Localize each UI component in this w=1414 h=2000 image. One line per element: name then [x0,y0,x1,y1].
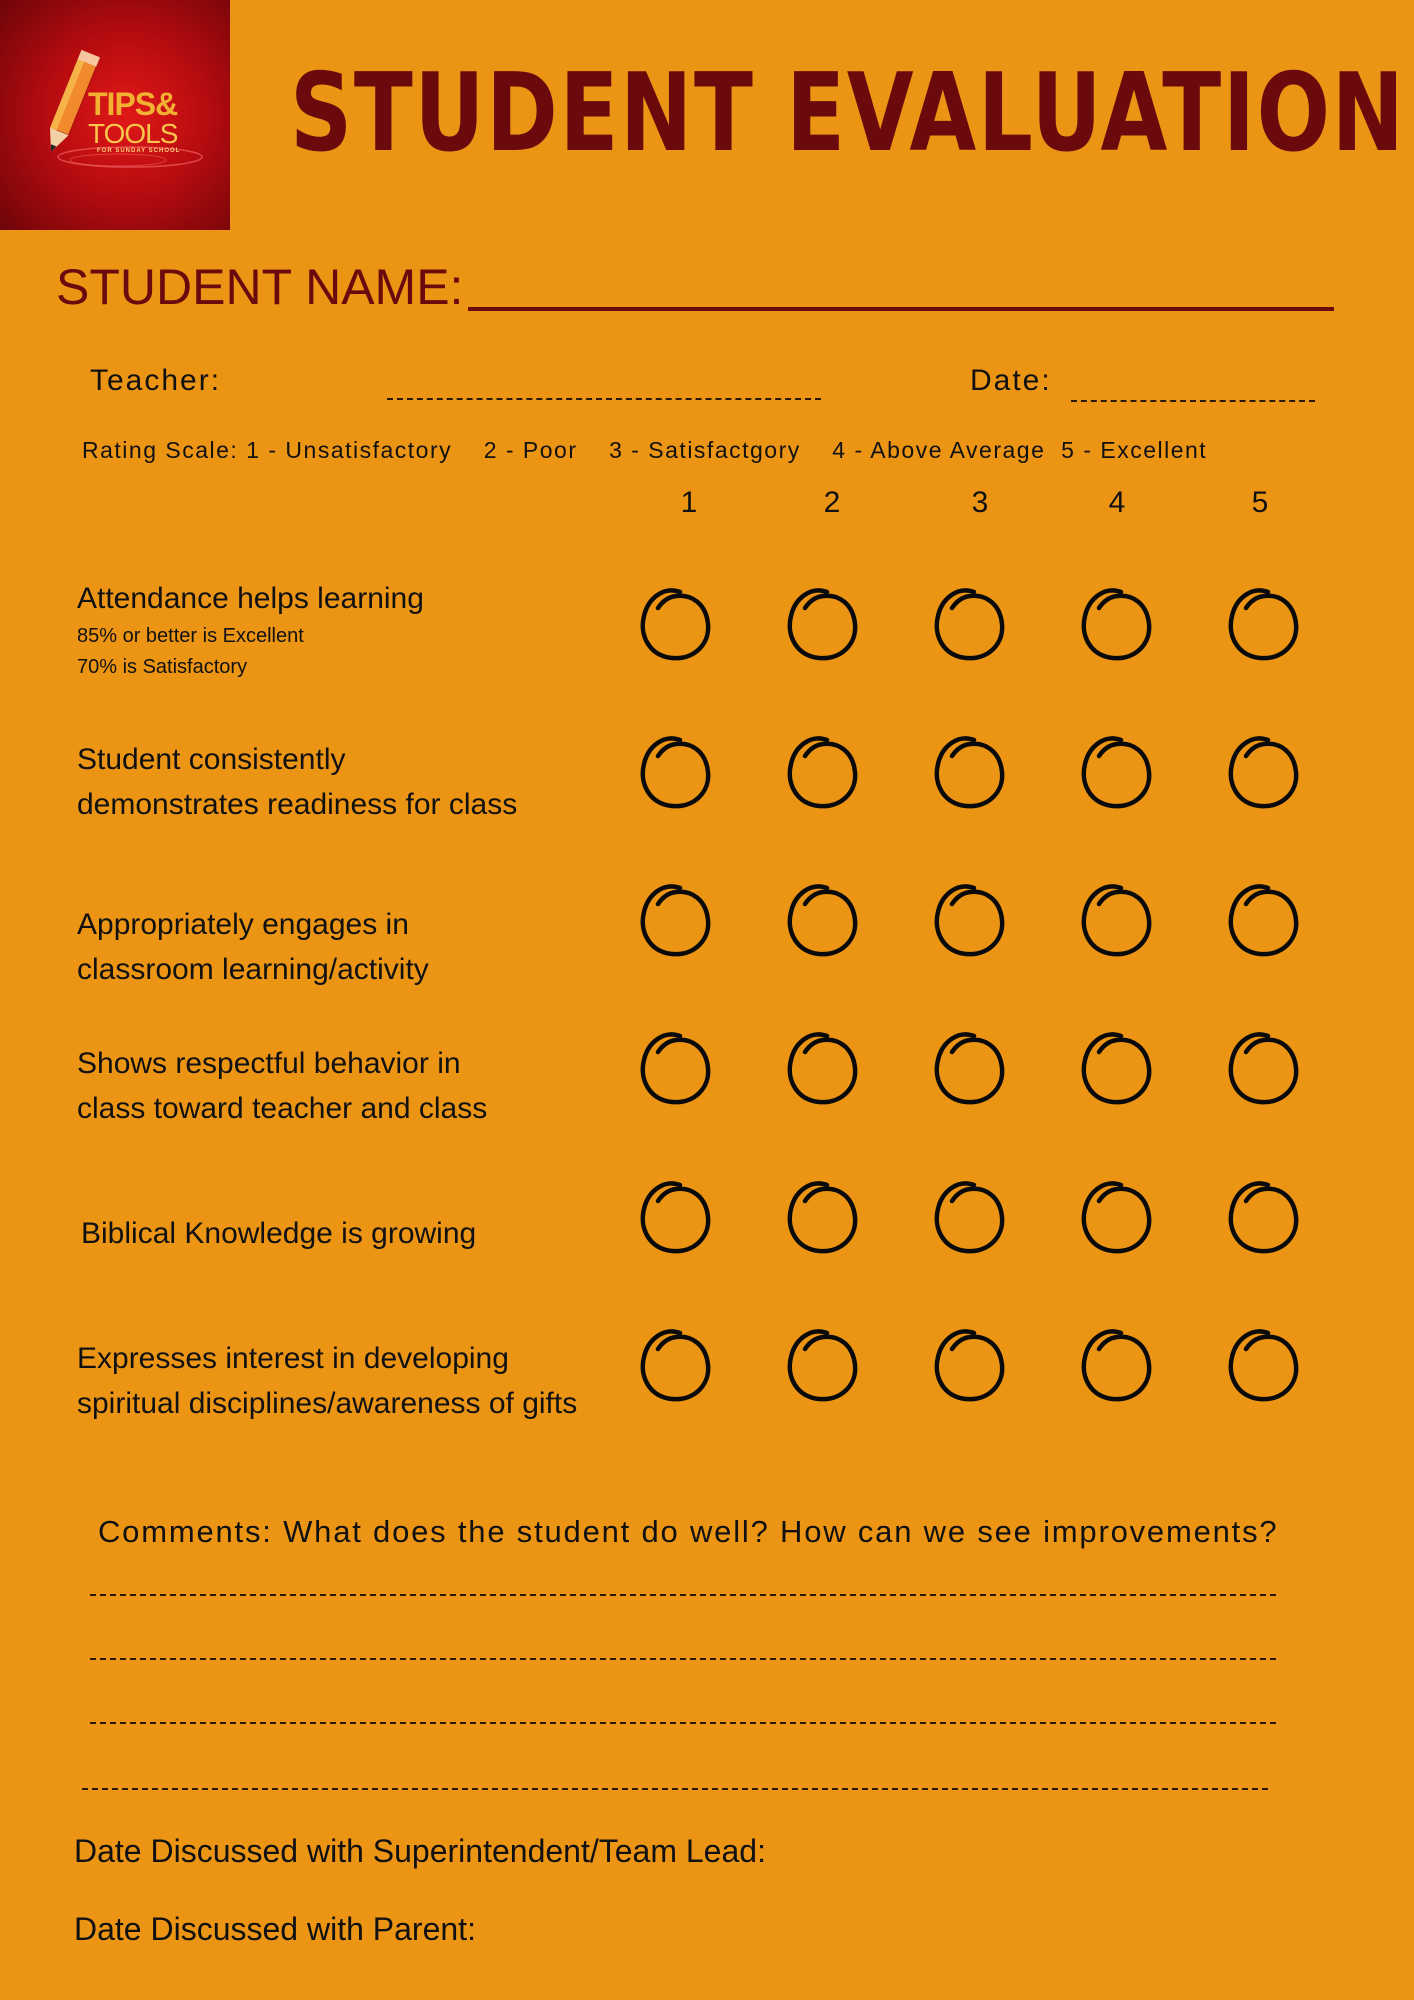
criterion-note: 85% or better is Excellent [77,625,304,647]
rating-circle-option[interactable] [930,730,1010,814]
rating-circle-option[interactable] [1224,1175,1304,1259]
comment-line[interactable] [90,1594,1276,1596]
rating-circle-option[interactable] [1224,1026,1304,1110]
rating-circle-option[interactable] [1077,582,1157,666]
criterion-label: Shows respectful behavior in [77,1047,461,1080]
page-title: STUDENT EVALUATION [290,51,1406,176]
comments-label: Comments: What does the student do well? How can we see improvements? [98,1514,1279,1549]
rating-circle-option[interactable] [636,878,716,962]
rating-circle-option[interactable] [783,878,863,962]
criterion-label: Attendance helps learning [77,582,424,615]
rating-circle-option[interactable] [1224,1323,1304,1407]
date-label: Date: [970,364,1052,397]
teacher-field[interactable] [387,398,821,400]
criterion-label: class toward teacher and class [77,1092,488,1125]
rating-circle-option[interactable] [783,1323,863,1407]
rating-circle-option[interactable] [636,730,716,814]
superintendent-date-label: Date Discussed with Superintendent/Team Lead: [74,1833,766,1869]
rating-circle-option[interactable] [1077,878,1157,962]
criterion-biblical-knowledge [81,1211,476,1256]
column-header-3: 3 [971,486,989,519]
comment-line[interactable] [90,1658,1276,1660]
rating-circle-option[interactable] [930,1323,1010,1407]
rating-circle-option[interactable] [1077,730,1157,814]
rating-circle-option[interactable] [1224,730,1304,814]
rating-circle-option[interactable] [783,582,863,666]
date-field[interactable] [1071,400,1315,402]
logo-text-line1: TIPS& [88,86,178,122]
criterion-readiness [77,737,517,827]
criterion-label: Expresses interest in developing [77,1342,509,1375]
column-header-2: 2 [823,486,841,519]
rating-circle-option[interactable] [930,1026,1010,1110]
criterion-label: Appropriately engages in [77,908,409,941]
rating-circle-option[interactable] [636,1026,716,1110]
parent-date-label: Date Discussed with Parent: [74,1911,476,1947]
criterion-behavior [77,1041,487,1131]
tips-and-tools-logo [0,0,230,230]
comment-line[interactable] [82,1788,1268,1790]
criterion-engagement [77,902,429,992]
rating-circle-option[interactable] [1077,1175,1157,1259]
student-name-label: STUDENT NAME: [56,259,464,315]
rating-circle-option[interactable] [1224,878,1304,962]
criterion-label: spiritual disciplines/awareness of gifts [77,1387,578,1420]
rating-circle-option[interactable] [636,1323,716,1407]
criterion-label: classroom learning/activity [77,953,429,986]
rating-circle-option[interactable] [930,878,1010,962]
rating-circle-option[interactable] [1077,1323,1157,1407]
column-header-4: 4 [1108,486,1126,519]
rating-circle-option[interactable] [636,1175,716,1259]
criterion-label: demonstrates readiness for class [77,788,518,821]
rating-circle-option[interactable] [783,1175,863,1259]
criterion-note: 70% is Satisfactory [77,656,248,678]
logo-text-line2: TOOLS [88,118,178,149]
rating-circle-option[interactable] [1224,582,1304,666]
rating-scale-legend: Rating Scale: 1 - Unsatisfactory 2 - Poor 3 - Satisfactgory 4 - Above Average 5 - Excellent [82,437,1208,463]
criterion-label: Student consistently [77,743,346,776]
rating-circle-option[interactable] [930,1175,1010,1259]
criterion-attendance [77,576,424,683]
column-header-5: 5 [1251,486,1269,519]
criterion-spiritual-interest [77,1336,577,1426]
rating-circle-option[interactable] [783,1026,863,1110]
student-name-field[interactable] [468,307,1334,311]
criterion-label: Biblical Knowledge is growing [81,1217,477,1250]
comment-line[interactable] [90,1722,1276,1724]
rating-circle-option[interactable] [636,582,716,666]
rating-circle-option[interactable] [783,730,863,814]
rating-circle-option[interactable] [1077,1026,1157,1110]
teacher-label: Teacher: [90,364,222,397]
column-header-1: 1 [680,486,698,519]
rating-circle-option[interactable] [930,582,1010,666]
logo-tagline: FOR SUNDAY SCHOOL [97,148,181,154]
